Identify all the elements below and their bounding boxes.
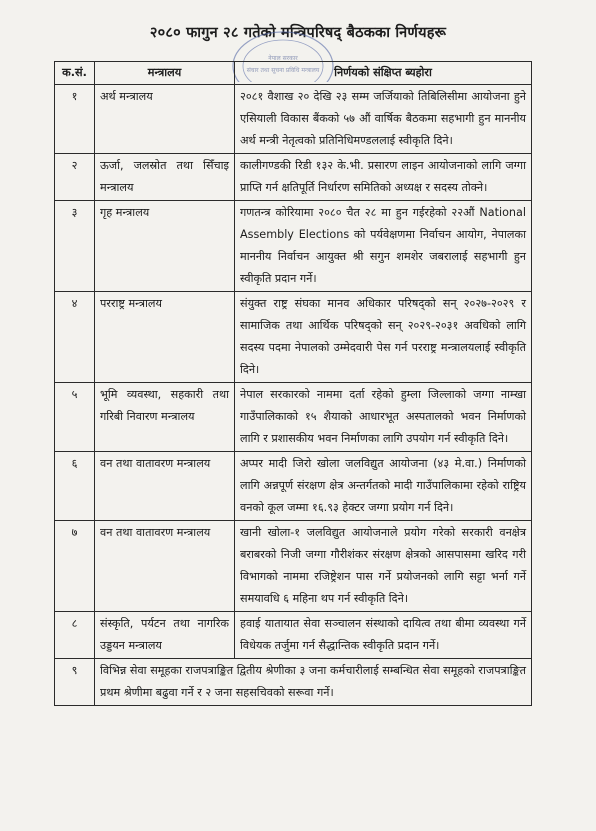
row-ministry: भूमि व्यवस्था, सहकारी तथा गरिबी निवारण मन्त्रालय: [95, 383, 235, 452]
table-row: [55, 612, 532, 659]
row-ministry: संस्कृति, पर्यटन तथा नागरिक उड्डयन मन्त्रालय: [95, 612, 235, 659]
table-row: [55, 659, 532, 706]
row-summary: कालीगण्डकी रिडी १३२ के.भी. प्रसारण लाइन आयोजनाको लागि जग्गा प्राप्ति गर्न क्षतिपूर्ति निर्धारण समितिको अध्यक्ष र सदस्य तोक्ने।: [235, 154, 532, 201]
row-summary-spanned: विभिन्न सेवा समूहका राजपत्राङ्कित द्वितीय श्रेणीका ३ जना कर्मचारीलाई सम्बन्धित सेवा समूहको राजपत्राङ्कित प्रथम श्रेणीमा बढुवा गर्ने र २ जना सहसचिवको सरूवा गर्ने।: [95, 659, 532, 706]
row-number: ५: [55, 383, 95, 452]
row-ministry: वन तथा वातावरण मन्त्रालय: [95, 452, 235, 521]
table-row: [55, 521, 532, 612]
table-header-row: [55, 62, 532, 85]
row-summary: नेपाल सरकारको नाममा दर्ता रहेको हुम्ला जिल्लाको जग्गा नाम्खा गाउँपालिकाको १५ शैयाको आधारभूत अस्पतालको भवन निर्माणको लागि र प्रशासकीय भवन निर्माणका लागि उपयोग गर्न स्वीकृति दिने।: [235, 383, 532, 452]
row-ministry: परराष्ट्र मन्त्रालय: [95, 292, 235, 383]
stamp-text-top: नेपाल सरकार: [268, 55, 298, 62]
row-summary: २०८१ वैशाख २० देखि २३ सम्म जर्जियाको तिबिलिसीमा आयोजना हुने एसियाली विकास बैंकको ५७ औं वार्षिक बैठकमा सहभागी हुन माननीय अर्थ मन्त्री नेतृत्वको प्रतिनिधिमण्डललाई स्वीकृति दिने।: [235, 85, 532, 154]
header-summary: निर्णयको संक्षिप्त ब्यहोरा: [235, 62, 532, 85]
row-summary: संयुक्त राष्ट्र संघका मानव अधिकार परिषद्को सन् २०२७-२०२९ र सामाजिक तथा आर्थिक परिषद्को सन् २०२९-२०३१ अवधिको लागि सदस्य पदमा नेपालको उम्मेदवारी पेस गर्न परराष्ट्र मन्त्रालयलाई स्वीकृति दिने।: [235, 292, 532, 383]
table-row: [55, 85, 532, 154]
row-summary: हवाई यातायात सेवा सञ्चालन संस्थाको दायित्व तथा बीमा व्यवस्था गर्ने विधेयक तर्जुमा गर्न सैद्धान्तिक स्वीकृति प्रदान गर्ने।: [235, 612, 532, 659]
table-row: [55, 292, 532, 383]
table-row: [55, 201, 532, 292]
row-summary: गणतन्त्र कोरियामा २०८० चैत २८ मा हुन गईरहेको २२औं National Assembly Elections को पर्यवेक्षणमा निर्वाचन आयोग, नेपालका माननीय निर्वाचन आयुक्त श्री सगुन शमशेर जबरालाई सहभागी हुन स्वीकृति प्रदान गर्ने।: [235, 201, 532, 292]
table-row: [55, 383, 532, 452]
stamp-text-arc: संचार तथा सूचना प्रविधि मन्त्रालय: [246, 67, 320, 74]
row-number: ४: [55, 292, 95, 383]
row-ministry: ऊर्जा, जलस्रोत तथा सिँचाइ मन्त्रालय: [95, 154, 235, 201]
row-ministry: गृह मन्त्रालय: [95, 201, 235, 292]
row-number: ७: [55, 521, 95, 612]
row-number: २: [55, 154, 95, 201]
table-row: [55, 154, 532, 201]
row-ministry: वन तथा वातावरण मन्त्रालय: [95, 521, 235, 612]
header-ministry: मन्त्रालय: [95, 62, 235, 85]
row-number: ८: [55, 612, 95, 659]
row-number: ६: [55, 452, 95, 521]
row-summary: अप्पर मादी जिरो खोला जलविद्युत आयोजना (४३ मे.वा.) निर्माणको लागि अन्नपूर्ण संरक्षण क्षेत्र अन्तर्गतको मादी गाउँपालिकामा रहेको राष्ट्रिय वनको कूल जम्मा १६.९३ हेक्टर जग्गा प्रयोग गर्न दिने।: [235, 452, 532, 521]
row-number: ९: [55, 659, 95, 706]
row-number: ३: [55, 201, 95, 292]
row-ministry: अर्थ मन्त्रालय: [95, 85, 235, 154]
row-number: १: [55, 85, 95, 154]
table-row: [55, 452, 532, 521]
page-title: २०८० फागुन २८ गतेको मन्त्रिपरिषद् बैठकका निर्णयहरू: [149, 25, 447, 41]
decisions-table: [54, 61, 532, 706]
row-summary: खानी खोला-१ जलविद्युत आयोजनाले प्रयोग गरेको सरकारी वनक्षेत्र बराबरको निजी जग्गा गौरीशंकर संरक्षण क्षेत्रको आसपासमा खरिद गरी विभागको नाममा रजिष्ट्रेशन पास गर्ने प्रयोजनको लागि सट्टा भर्ना गर्ने समयावधि ६ महिना थप गर्न स्वीकृति दिने।: [235, 521, 532, 612]
header-number: क.सं.: [55, 62, 95, 85]
